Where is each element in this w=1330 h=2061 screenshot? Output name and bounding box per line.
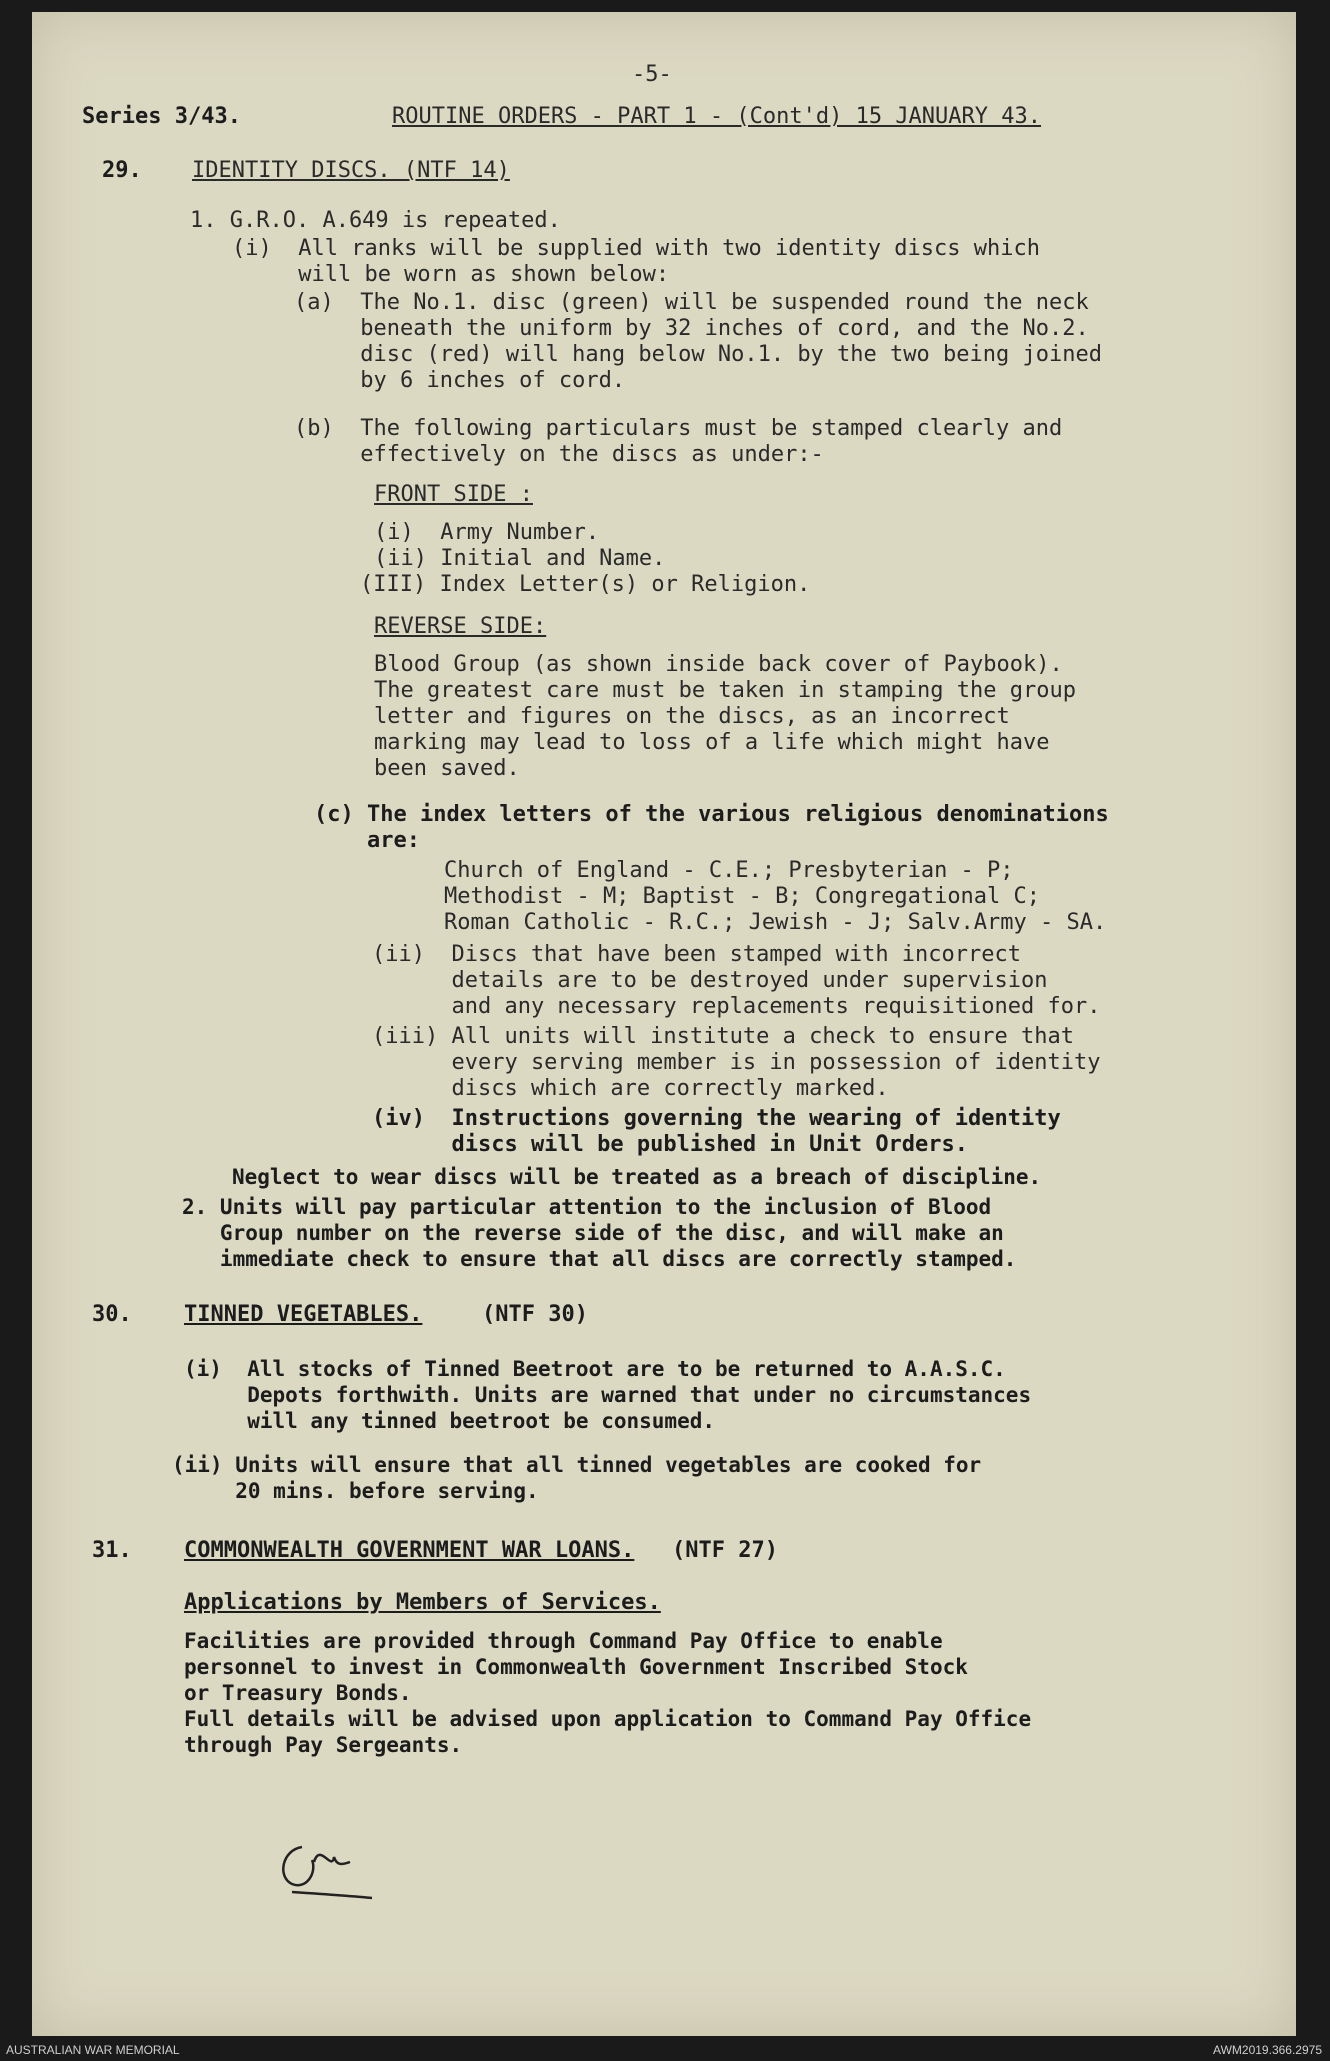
s29-line: discs which are correctly marked.: [372, 1076, 889, 1101]
s29-line: (III) Index Letter(s) or Religion.: [360, 572, 811, 597]
s29-line: are:: [314, 828, 420, 853]
s29-line: and any necessary replacements requisitioned for.: [372, 994, 1101, 1019]
s29-line: The greatest care must be taken in stamping the group: [374, 678, 1076, 703]
s29-line: (iii) All units will institute a check to ensure that: [372, 1024, 1074, 1049]
section-30-heading: TINNED VEGETABLES.: [184, 1302, 423, 1327]
s29-line: will be worn as shown below:: [232, 262, 670, 287]
footer-left: AUSTRALIAN WAR MEMORIAL: [6, 2043, 180, 2057]
s29-line: Methodist - M; Baptist - B; Congregational C;: [444, 884, 1041, 909]
section-30-number: 30.: [92, 1302, 132, 1327]
s29-line: 2. Units will pay particular attention to the inclusion of Blood: [182, 1195, 992, 1219]
section-31-number: 31.: [92, 1538, 132, 1563]
s29-line: by 6 inches of cord.: [294, 368, 626, 393]
series-label: Series 3/43.: [82, 104, 241, 129]
s29-line: marking may lead to loss of a life which might have: [374, 730, 1050, 755]
s29-line: discs will be published in Unit Orders.: [372, 1132, 969, 1157]
s29-line: (b) The following particulars must be stamped clearly and: [294, 416, 1063, 441]
s29-line: details are to be destroyed under supervision: [372, 968, 1048, 993]
s29-line: (i) Army Number.: [374, 520, 600, 545]
s29-line: (ii) Discs that have been stamped with incorrect: [372, 942, 1022, 967]
s30-line: (i) All stocks of Tinned Beetroot are to be returned to A.A.S.C.: [184, 1357, 1006, 1381]
s29-line: Church of England - C.E.; Presbyterian - P;: [444, 858, 1014, 883]
section-29-number: 29.: [102, 158, 142, 183]
s29-line: beneath the uniform by 32 inches of cord, and the No.2.: [294, 316, 1089, 341]
s29-line: letter and figures on the discs, as an incorrect: [374, 704, 1010, 729]
s29-line: (i) All ranks will be supplied with two identity discs which: [232, 236, 1040, 261]
s30-line: will any tinned beetroot be consumed.: [184, 1409, 716, 1433]
s29-line: FRONT SIDE :: [374, 482, 533, 507]
s29-line: been saved.: [374, 756, 520, 781]
document-page: [32, 12, 1296, 2036]
s29-line: immediate check to ensure that all discs are correctly stamped.: [182, 1247, 1017, 1271]
signature-initials: [272, 1832, 392, 1902]
s29-line: effectively on the discs as under:-: [294, 442, 824, 467]
s31-line: Facilities are provided through Command Pay Office to enable: [184, 1629, 943, 1653]
s29-line: (a) The No.1. disc (green) will be suspended round the neck: [294, 290, 1089, 315]
s30-line: Depots forthwith. Units are warned that under no circumstances: [184, 1383, 1032, 1407]
s29-line: REVERSE SIDE:: [374, 614, 547, 639]
s29-line: Group number on the reverse side of the disc, and will make an: [182, 1221, 1004, 1245]
section-29-heading: IDENTITY DISCS. (NTF 14): [192, 158, 510, 183]
s29-line: Blood Group (as shown inside back cover of Paybook).: [374, 652, 1063, 677]
s29-line: 1. G.R.O. A.649 is repeated.: [190, 208, 561, 233]
s29-line: (ii) Initial and Name.: [374, 546, 666, 571]
s31-line: or Treasury Bonds.: [184, 1681, 412, 1705]
s31-line: personnel to invest in Commonwealth Government Inscribed Stock: [184, 1655, 968, 1679]
section-30-ref: (NTF 30): [482, 1302, 588, 1327]
document-title: ROUTINE ORDERS - PART 1 - (Cont'd) 15 JANUARY 43.: [392, 104, 1042, 129]
s31-line: Full details will be advised upon application to Command Pay Office: [184, 1707, 1032, 1731]
s29-line: (c) The index letters of the various religious denominations: [314, 802, 1109, 827]
s30-line: (ii) Units will ensure that all tinned vegetables are cooked for: [172, 1453, 982, 1477]
s31-line: through Pay Sergeants.: [184, 1733, 463, 1757]
s29-line: every serving member is in possession of identity: [372, 1050, 1101, 1075]
section-31-ref: (NTF 27): [672, 1538, 778, 1563]
s29-line: Neglect to wear discs will be treated as a breach of discipline.: [232, 1165, 1042, 1189]
section-31-heading: COMMONWEALTH GOVERNMENT WAR LOANS.: [184, 1538, 635, 1563]
s30-line: 20 mins. before serving.: [172, 1479, 539, 1503]
section-31-subheading: Applications by Members of Services.: [184, 1590, 661, 1615]
s29-line: Roman Catholic - R.C.; Jewish - J; Salv.Army - SA.: [444, 910, 1107, 935]
s29-line: disc (red) will hang below No.1. by the two being joined: [294, 342, 1102, 367]
page-number: -5-: [632, 62, 672, 87]
s29-line: (iv) Instructions governing the wearing of identity: [372, 1106, 1061, 1131]
footer-right: AWM2019.366.2975: [1213, 2043, 1322, 2057]
